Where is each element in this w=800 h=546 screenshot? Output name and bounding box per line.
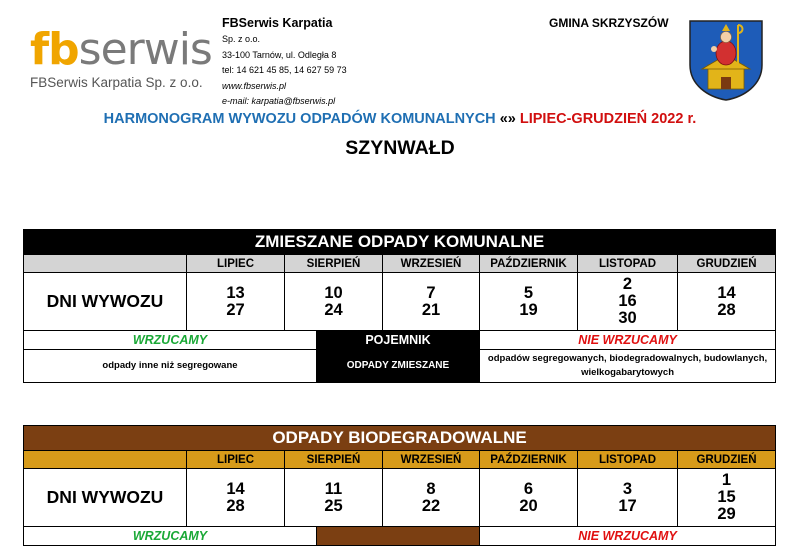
month-header-blank [24,255,187,273]
place-name: SZYNWAŁD [345,137,455,159]
pickup-dates-cell: 14 28 [678,273,776,331]
pickup-dates-cell: 11 25 [285,469,383,527]
bio-waste-table [23,425,776,546]
month-header: LISTOPAD [578,255,678,273]
mixed-waste-title: ZMIESZANE ODPADY KOMUNALNE [24,230,776,255]
logo-wordmark: fbserwis [30,24,212,75]
pickup-dates-cell: 10 24 [285,273,383,331]
nie-wrzucamy-header: NIE WRZUCAMY [480,331,776,350]
company-email: e-mail: karpatia@fbserwis.pl [222,96,336,106]
month-header: PAŹDZIERNIK [480,255,578,273]
company-website: www.fbserwis.pl [222,80,287,91]
bio-waste-title: ODPADY BIODEGRADOWALNE [24,426,776,451]
gmina-name: GMINA SKRZYSZÓW [549,16,669,30]
pickup-days-label: DNI WYWOZU [24,469,187,527]
fbserwis-logo [30,24,215,98]
company-info [222,14,347,110]
headline-separator: «» [499,111,516,127]
month-header: LIPIEC [187,451,285,469]
headline-period: LIPIEC-GRUDZIEŃ 2022 r. [519,111,697,127]
company-address: 33-100 Tarnów, ul. Odległa 8 [222,49,337,60]
month-header: SIERPIEŃ [285,255,383,273]
company-phone: tel: 14 621 45 85, 14 627 59 73 [222,65,347,75]
pickup-dates-cell: 8 22 [383,469,480,527]
month-header: PAŹDZIERNIK [480,451,578,469]
nie-wrzucamy-description: odpadów segregowanych, biodegradowalnych, budowlanych, wielkogabarytowych [480,350,776,383]
mixed-waste-table [23,229,776,383]
pickup-dates-cell: 14 28 [187,469,285,527]
coat-of-arms-icon [688,19,764,101]
month-header: LISTOPAD [578,451,678,469]
nie-wrzucamy-header: NIE WRZUCAMY [480,527,776,546]
headline-main: HARMONOGRAM WYWOZU ODPADÓW KOMUNALNYCH [103,111,496,127]
pickup-dates-cell: 5 19 [480,273,578,331]
pickup-dates-cell: 13 27 [187,273,285,331]
company-legal-form: Sp. z o.o. [222,34,261,44]
wrzucamy-header: WRZUCAMY [24,331,317,350]
pickup-dates-cell: 3 17 [578,469,678,527]
month-header: LIPIEC [187,255,285,273]
pojemnik-header [317,527,480,546]
company-name: FBSerwis Karpatia [222,16,333,30]
pickup-dates-cell: 7 21 [383,273,480,331]
pickup-dates-cell: 2 16 30 [578,273,678,331]
pickup-dates-cell: 1 15 29 [678,469,776,527]
month-header: WRZESIEŃ [383,451,480,469]
logo-subtitle: FBSerwis Karpatia Sp. z o.o. [30,75,203,90]
pojemnik-description: ODPADY ZMIESZANE [317,350,480,383]
month-header: SIERPIEŃ [285,451,383,469]
pickup-dates-cell: 6 20 [480,469,578,527]
pojemnik-header: POJEMNIK [317,331,480,350]
wrzucamy-header: WRZUCAMY [24,527,317,546]
wrzucamy-description: odpady inne niż segregowane [24,350,317,383]
month-header: GRUDZIEŃ [678,255,776,273]
month-header: GRUDZIEŃ [678,451,776,469]
month-header: WRZESIEŃ [383,255,480,273]
month-header-blank [24,451,187,469]
pickup-days-label: DNI WYWOZU [24,273,187,331]
schedule-headline [0,111,800,127]
